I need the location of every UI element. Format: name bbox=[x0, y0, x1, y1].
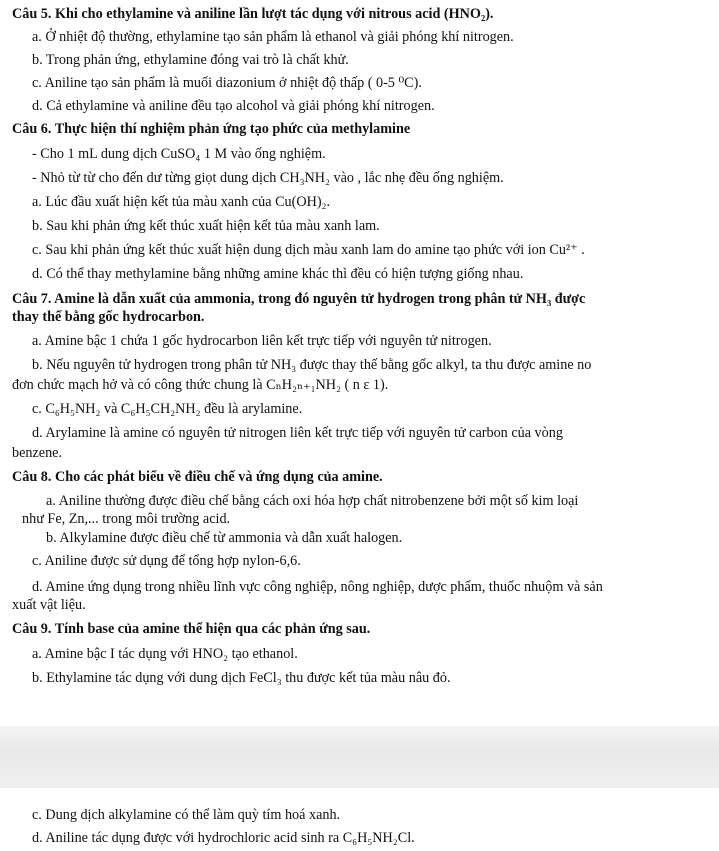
q6-option-a: a. Lúc đầu xuất hiện kết tủa màu xanh của Cu(OH)₂. bbox=[32, 194, 331, 210]
q7-option-d-line-2: benzene. bbox=[12, 445, 63, 461]
q5-option-b: b. Trong phản ứng, ethylamine đóng vai trò là chất khử. bbox=[32, 52, 349, 68]
q8-option-a-line-1: a. Aniline thường được điều chế bằng cách oxi hóa hợp chất nitrobenzene bởi một số kim loại bbox=[46, 493, 579, 509]
q7-option-b-line-1: b. Nếu nguyên tử hydrogen trong phân tử NH₃ được thay thế bằng gốc alkyl, ta thu được amine no bbox=[32, 357, 592, 373]
q6-option-b: b. Sau khi phản ứng kết thúc xuất hiện kết tủa màu xanh lam. bbox=[32, 218, 380, 234]
q7-option-c: c. C₆H₅NH₂ và C₆H₅CH₂NH₂ đều là arylamine. bbox=[32, 401, 303, 417]
q6-option-d: d. Có thể thay methylamine bằng những amine khác thì đều có hiện tượng giống nhau. bbox=[32, 266, 524, 282]
q9-title: Câu 9. Tính base của amine thể hiện qua các phản ứng sau. bbox=[12, 621, 371, 637]
q5-option-a: a. Ở nhiệt độ thường, ethylamine tạo sản phẩm là ethanol và giải phóng khí nitrogen. bbox=[32, 29, 514, 45]
q6-step-2: - Nhỏ từ từ cho đến dư từng giọt dung dịch CH₃NH₂ vào , lắc nhẹ đều ống nghiệm. bbox=[32, 170, 504, 186]
q7-title-line-2: thay thế bằng gốc hydrocarbon. bbox=[12, 309, 205, 325]
q8-title: Câu 8. Cho các phát biểu về điều chế và ứng dụng của amine. bbox=[12, 469, 383, 485]
q5-option-c: c. Aniline tạo sản phẩm là muối diazonium ở nhiệt độ thấp ( 0-5 ⁰C). bbox=[32, 75, 422, 91]
q9-option-d: d. Aniline tác dụng được với hydrochloric acid sinh ra C₆H₅NH₂Cl. bbox=[32, 830, 415, 846]
q6-step-1: - Cho 1 mL dung dịch CuSO₄ 1 M vào ống nghiệm. bbox=[32, 146, 326, 162]
q7-option-a: a. Amine bậc 1 chứa 1 gốc hydrocarbon liên kết trực tiếp với nguyên tử nitrogen. bbox=[32, 333, 492, 349]
q5-option-d: d. Cả ethylamine và aniline đều tạo alcohol và giải phóng khí nitrogen. bbox=[32, 98, 435, 114]
page-break-gap bbox=[0, 726, 719, 788]
q7-option-d-line-1: d. Arylamine là amine có nguyên tử nitrogen liên kết trực tiếp với nguyên tử carbon của vòng bbox=[32, 425, 563, 441]
q9-option-c: c. Dung dịch alkylamine có thể làm quỳ tím hoá xanh. bbox=[32, 807, 341, 823]
q8-option-d-line-2: xuất vật liệu. bbox=[12, 597, 86, 613]
q7-option-b-line-2: đơn chức mạch hở và có công thức chung là CₙH₂ₙ₊₁NH₂ ( n ε 1). bbox=[12, 377, 389, 393]
q8-option-d-line-1: d. Amine ứng dụng trong nhiều lĩnh vực công nghiệp, nông nghiệp, dược phẩm, thuốc nhuộm và sản bbox=[32, 579, 603, 595]
q8-option-a-line-2: như Fe, Zn,... trong môi trường acid. bbox=[22, 511, 231, 527]
q8-option-b: b. Alkylamine được điều chế từ ammonia và dẫn xuất halogen. bbox=[46, 530, 403, 546]
q6-title: Câu 6. Thực hiện thí nghiệm phản ứng tạo phức của methylamine bbox=[12, 121, 411, 137]
q9-option-b: b. Ethylamine tác dụng với dung dịch FeCl₃ thu được kết tủa màu nâu đỏ. bbox=[32, 670, 451, 686]
q5-title: Câu 5. Khi cho ethylamine và aniline lần lượt tác dụng với nitrous acid (HNO₂). bbox=[12, 6, 494, 22]
q8-option-c: c. Aniline được sử dụng để tổng hợp nylon-6,6. bbox=[32, 553, 301, 569]
q9-option-a: a. Amine bậc I tác dụng với HNO₂ tạo ethanol. bbox=[32, 646, 298, 662]
q6-option-c: c. Sau khi phản ứng kết thúc xuất hiện dung dịch màu xanh lam do amine tạo phức với ion Cu²⁺ . bbox=[32, 242, 585, 258]
q7-title-line-1: Câu 7. Amine là dẫn xuất của ammonia, trong đó nguyên tử hydrogen trong phân tử NH₃ được bbox=[12, 291, 586, 307]
